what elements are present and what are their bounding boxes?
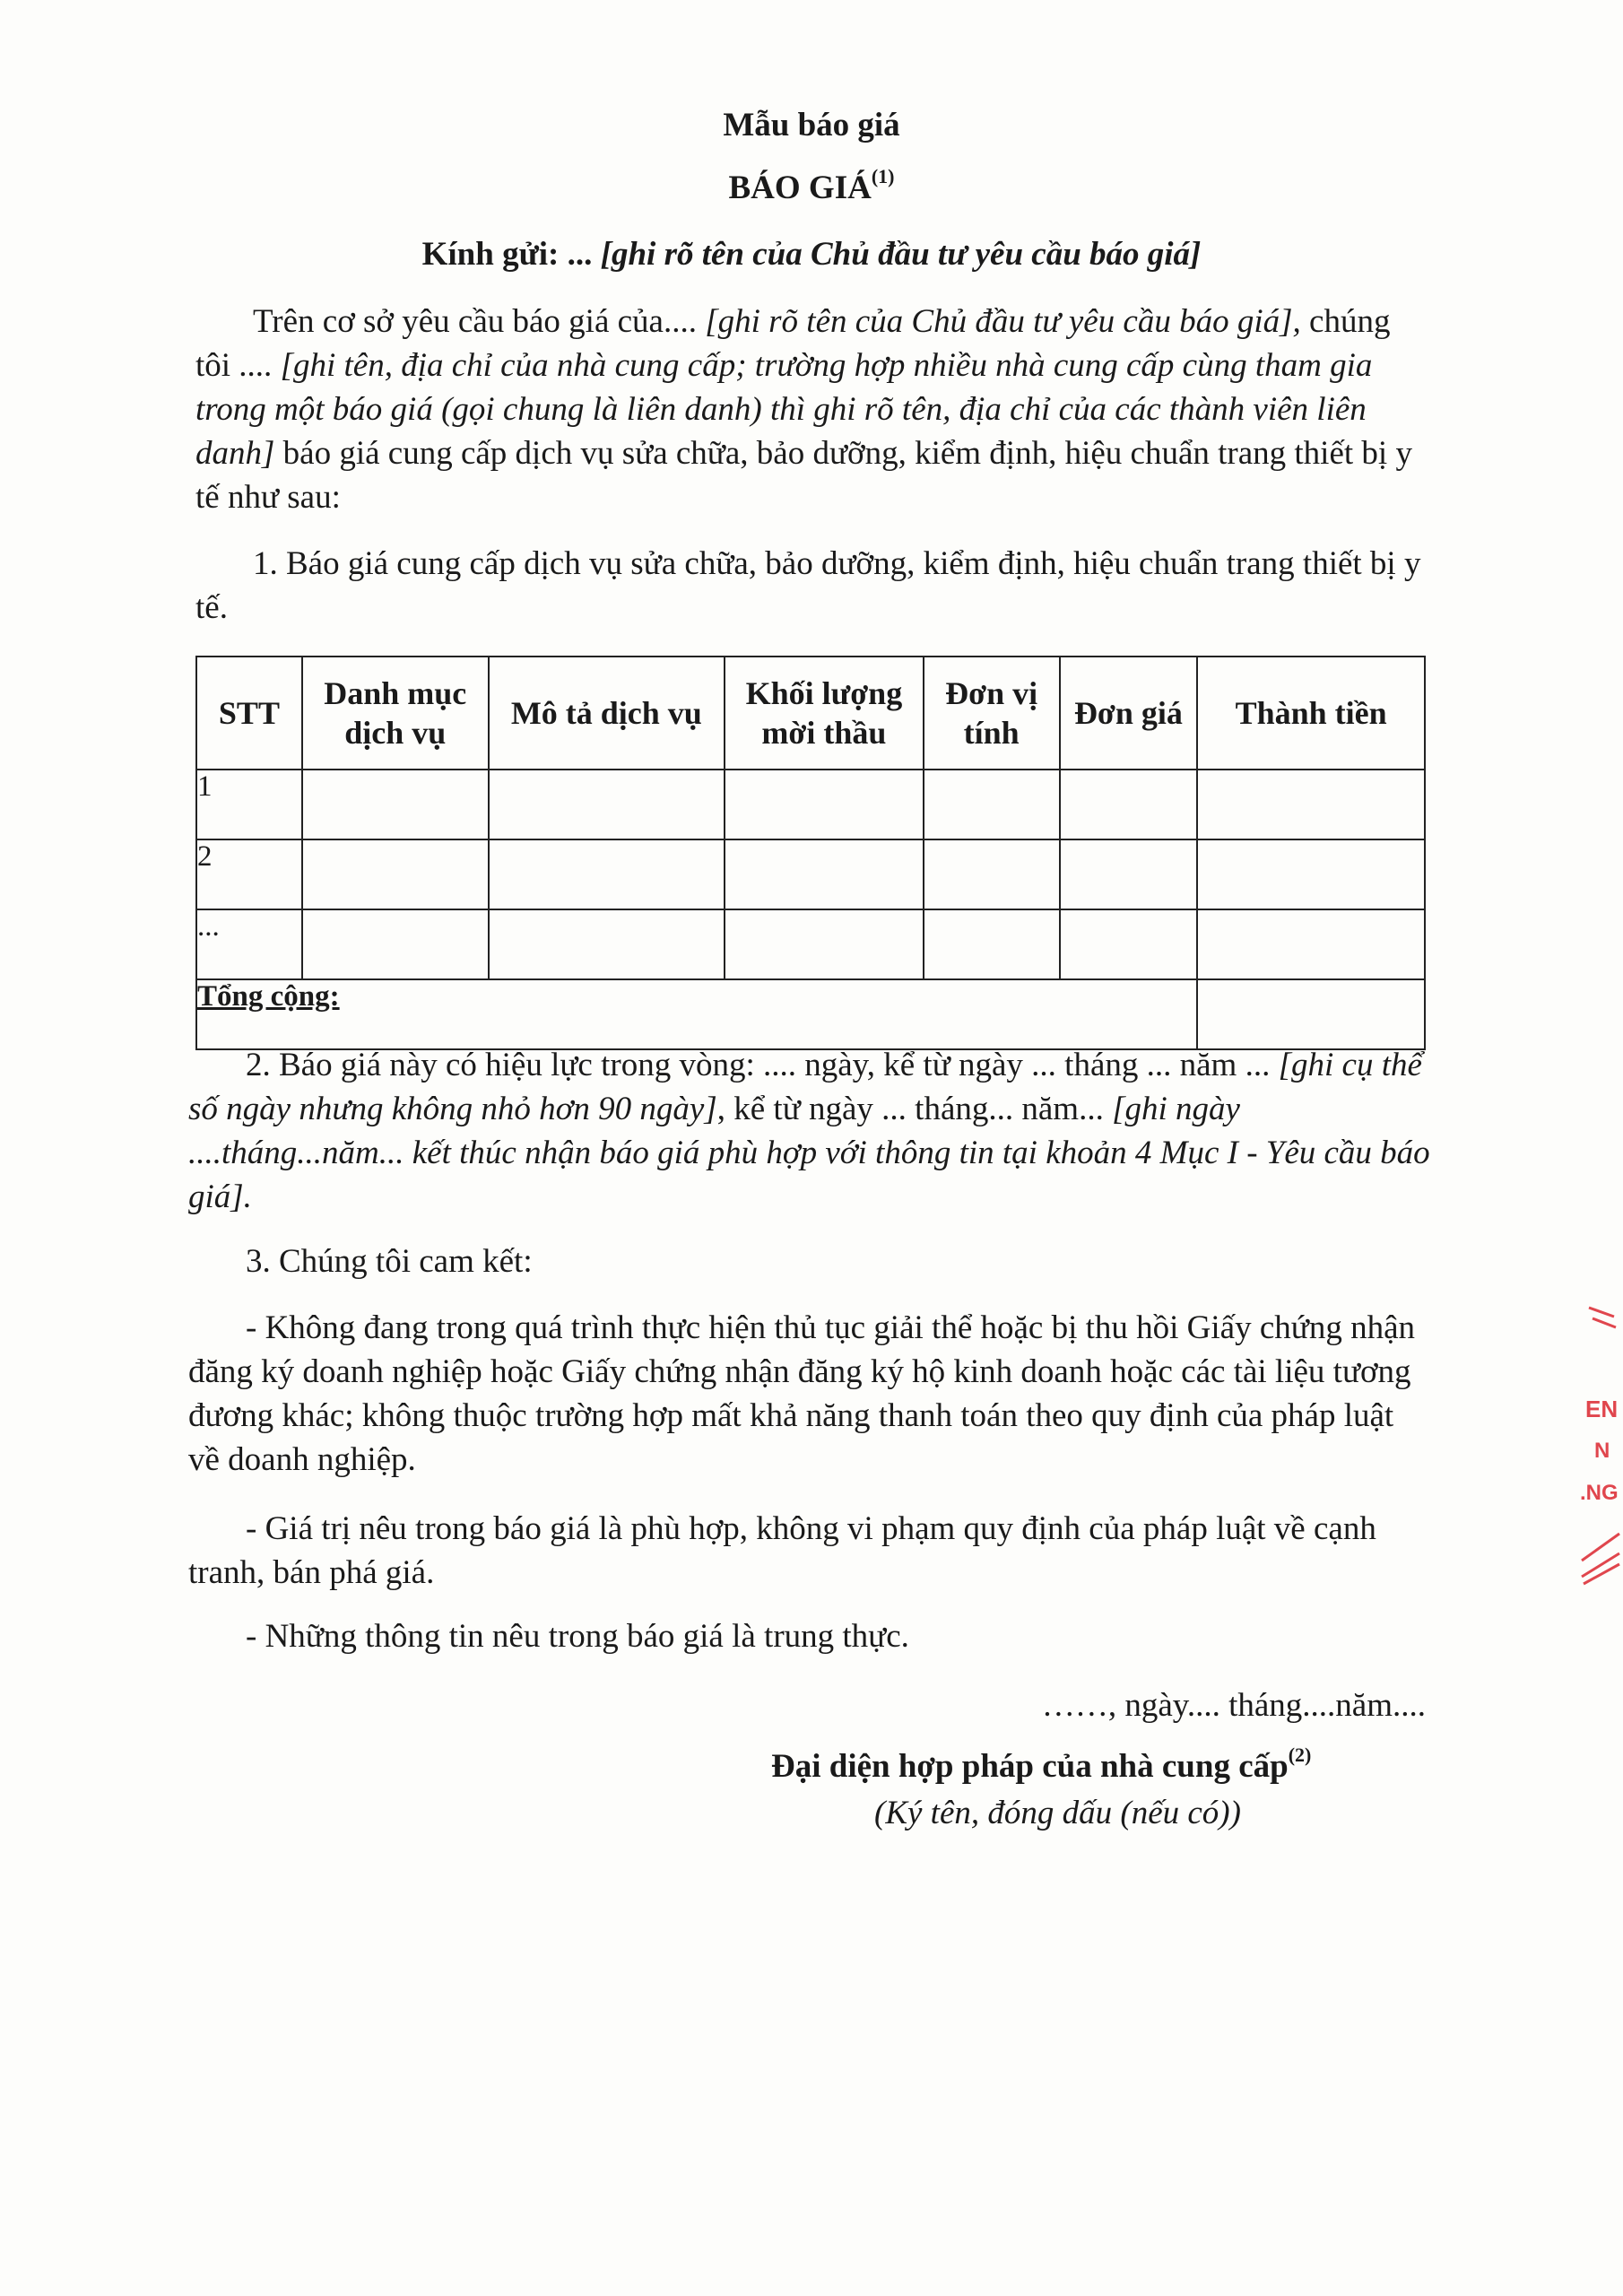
addressee-line bbox=[0, 235, 1623, 274]
red-stamp-fragment bbox=[1578, 1292, 1623, 1596]
total-label: Tổng cộng: bbox=[196, 979, 1197, 1049]
table-row bbox=[196, 909, 1425, 979]
signature-title bbox=[771, 1744, 1488, 1786]
table-cell bbox=[1060, 839, 1198, 909]
document-title bbox=[0, 165, 1623, 207]
col-header-service-description: Mô tả dịch vụ bbox=[489, 657, 725, 770]
table-cell bbox=[924, 839, 1060, 909]
date-line: ……, ngày.... tháng....năm.... bbox=[1041, 1687, 1426, 1724]
intro-hint-1: [ghi rõ tên của Chủ đầu tư yêu cầu báo giá], bbox=[705, 303, 1301, 340]
table-cell bbox=[924, 909, 1060, 979]
commitment-item: - Giá trị nêu trong báo giá là phù hợp, không vi phạm quy định của pháp luật về cạnh tranh, bán phá giá. bbox=[188, 1510, 1376, 1591]
section-2-text-1: 2. Báo giá này có hiệu lực trong vòng: .... ngày, kể từ ngày ... tháng ... năm ... bbox=[246, 1047, 1279, 1083]
stamp-arc-bottom bbox=[1582, 1534, 1619, 1584]
table-cell bbox=[302, 839, 489, 909]
table-cell bbox=[1060, 909, 1198, 979]
stamp-letters: N bbox=[1594, 1439, 1610, 1463]
section-2-hint-2: [ghi ngày ....tháng...năm... kết thúc nhận báo giá phù hợp với thông tin tại khoản 4 Mục I - Yêu cầu báo giá]. bbox=[188, 1091, 1430, 1215]
title-footnote-mark: (1) bbox=[871, 165, 895, 187]
commitment-item: - Những thông tin nêu trong báo giá là trung thực. bbox=[246, 1618, 909, 1655]
intro-text-1: Trên cơ sở yêu cầu báo giá của.... bbox=[253, 303, 706, 340]
intro-paragraph bbox=[195, 300, 1433, 519]
table-cell bbox=[1197, 909, 1425, 979]
row-number: 2 bbox=[196, 839, 302, 909]
section-3-title: 3. Chúng tôi cam kết: bbox=[246, 1243, 533, 1280]
row-number: ... bbox=[196, 909, 302, 979]
table-row bbox=[196, 770, 1425, 839]
table-cell bbox=[1060, 770, 1198, 839]
table-total-row bbox=[196, 979, 1425, 1049]
intro-hint-2: [ghi tên, địa chỉ của nhà cung cấp; trường hợp nhiều nhà cung cấp cùng tham gia trong một báo giá (gọi chung là liên danh) thì ghi rõ tên, địa chỉ của các thành viên liên danh] bbox=[195, 347, 1373, 472]
col-header-unit: Đơn vị tính bbox=[924, 657, 1060, 770]
col-header-unit-price: Đơn giá bbox=[1060, 657, 1198, 770]
table-cell bbox=[1197, 770, 1425, 839]
table-cell bbox=[489, 909, 725, 979]
signature-note: (Ký tên, đóng dấu (nếu có)) bbox=[874, 1795, 1241, 1831]
stamp-letters: .NG bbox=[1580, 1481, 1619, 1505]
table-cell bbox=[302, 770, 489, 839]
title-text: BÁO GIÁ bbox=[728, 170, 872, 206]
commitment-item: - Không đang trong quá trình thực hiện thủ tục giải thể hoặc bị thu hồi Giấy chứng nhận đăng ký doanh nghiệp hoặc Giấy chứng nhận đăng ký hộ kinh doanh hoặc các tài liệu tương đương khác; không thuộc trường hợp mất khả năng thanh toán theo quy định của pháp luật về doanh nghiệp. bbox=[188, 1309, 1415, 1478]
col-header-amount: Thành tiền bbox=[1197, 657, 1425, 770]
intro-text-2: chúng tôi .... bbox=[195, 303, 1391, 384]
signature-title-text: Đại diện hợp pháp của nhà cung cấp bbox=[771, 1748, 1289, 1785]
table-row bbox=[196, 839, 1425, 909]
signature-footnote-mark: (2) bbox=[1288, 1744, 1312, 1766]
stamp-arc-top bbox=[1589, 1308, 1616, 1327]
table-cell bbox=[1197, 839, 1425, 909]
section-1: 1. Báo giá cung cấp dịch vụ sửa chữa, bảo dưỡng, kiểm định, hiệu chuẩn trang thiết bị y tế. bbox=[195, 545, 1421, 626]
table-cell bbox=[725, 909, 924, 979]
total-amount-cell bbox=[1197, 979, 1425, 1049]
col-header-service-list: Danh mục dịch vụ bbox=[302, 657, 489, 770]
table-cell bbox=[489, 770, 725, 839]
addressee-hint: [ghi rõ tên của Chủ đầu tư yêu cầu báo giá] bbox=[600, 236, 1202, 273]
table-cell bbox=[489, 839, 725, 909]
quote-table bbox=[195, 656, 1426, 1050]
section-2-hint-1: [ghi cụ thể số ngày nhưng không nhỏ hơn 90 ngày] bbox=[188, 1047, 1422, 1127]
addressee-prefix: Kính gửi: ... bbox=[421, 236, 601, 273]
table-cell bbox=[302, 909, 489, 979]
col-header-stt: STT bbox=[196, 657, 302, 770]
table-cell bbox=[725, 770, 924, 839]
stamp-letters: EN bbox=[1585, 1396, 1619, 1422]
table-cell bbox=[924, 770, 1060, 839]
section-2 bbox=[188, 1043, 1433, 1219]
table-header-row bbox=[196, 657, 1425, 770]
intro-text-3: báo giá cung cấp dịch vụ sửa chữa, bảo dưỡng, kiểm định, hiệu chuẩn trang thiết bị y tế như sau: bbox=[195, 435, 1412, 516]
table-cell bbox=[725, 839, 924, 909]
section-2-text-2: , kể từ ngày ... tháng... năm... bbox=[716, 1091, 1113, 1127]
form-name: Mẫu báo giá bbox=[723, 107, 900, 144]
col-header-quantity: Khối lượng mời thầu bbox=[725, 657, 924, 770]
row-number: 1 bbox=[196, 770, 302, 839]
